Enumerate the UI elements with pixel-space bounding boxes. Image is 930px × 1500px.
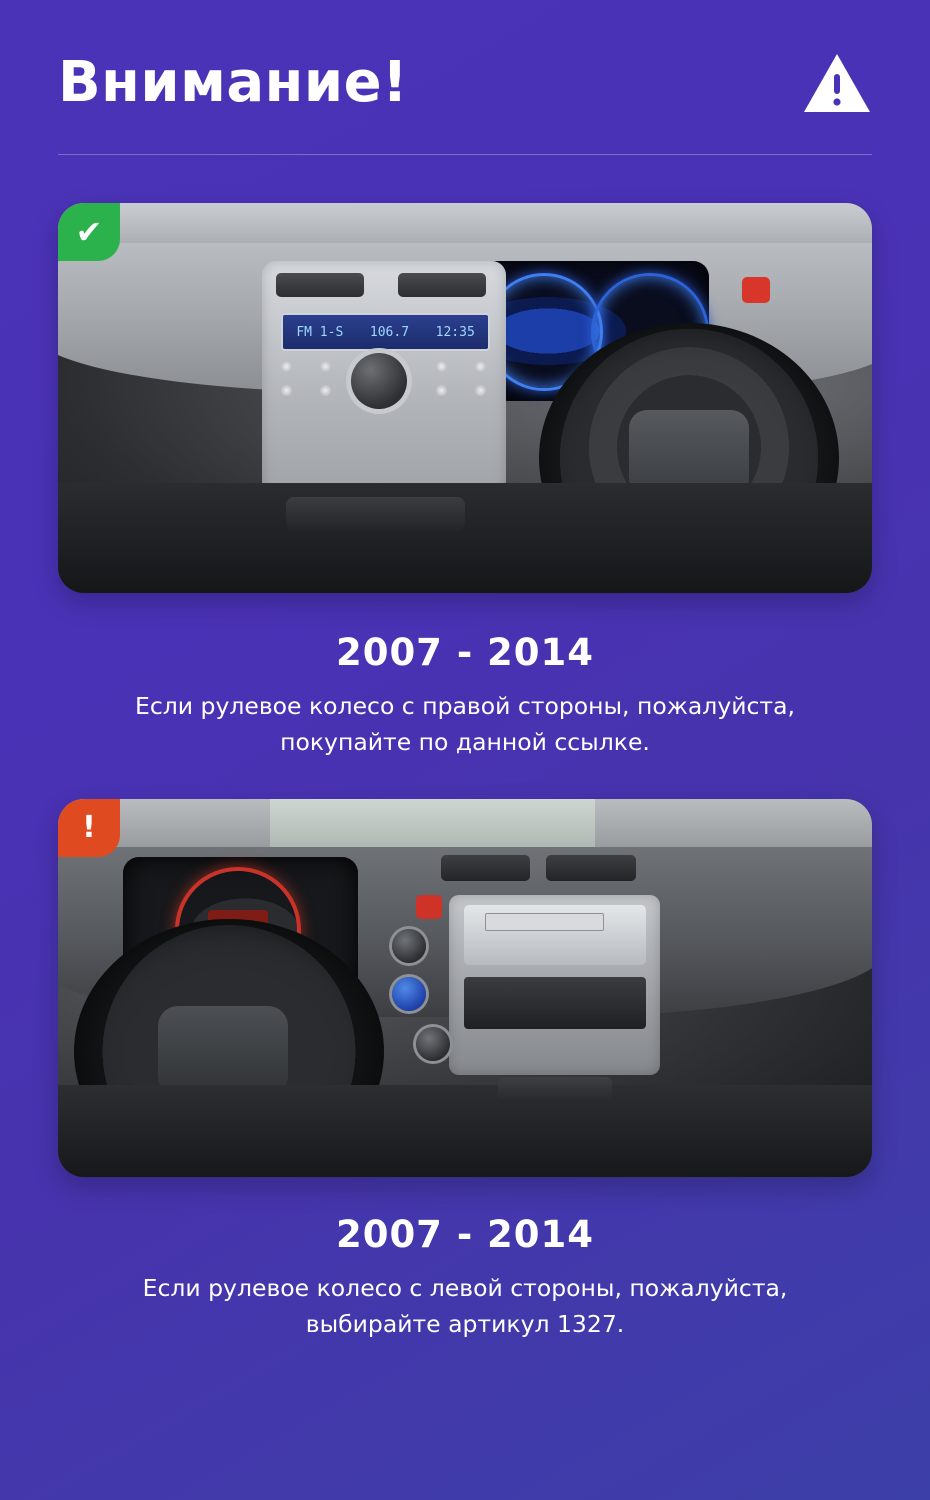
radio-band: FM 1-S [296,324,344,340]
radio-button [281,361,292,372]
radio-frequency: 106.7 [369,324,410,340]
radio-button [436,361,447,372]
air-vent-right [546,855,636,881]
climate-knob-3 [416,1027,450,1061]
exclamation-icon: ! [82,809,96,845]
radio-volume-knob [351,353,407,409]
hazard-light-button [742,277,770,303]
steering-hub [158,1006,288,1096]
storage-slot [464,977,646,1029]
radio-display [485,913,603,931]
lower-dash [58,483,872,593]
radio-button [281,385,292,396]
status-badge-warning [58,799,120,857]
check-icon: ✔ [75,213,103,251]
factory-radio [464,905,646,965]
lhd-caption [58,1213,872,1343]
radio-button [436,385,447,396]
page-title: Внимание! [58,50,409,115]
air-vent-right [398,273,486,297]
page-header [58,0,872,114]
lhd-years: 2007 - 2014 [335,1212,595,1256]
rhd-image-card [58,203,872,593]
radio-button [320,361,331,372]
air-vent-left [276,273,364,297]
air-vent-left [441,855,531,881]
ac-button-panel [498,1077,612,1103]
lhd-dashboard-photo [58,799,872,1177]
lhd-image-card [58,799,872,1177]
rhd-description: Если рулевое колесо с правой стороны, пожалуйста, покупайте по данной ссылке. [135,692,795,757]
status-badge-ok [58,203,120,261]
header-divider [58,154,872,155]
climate-knob-2 [392,977,426,1011]
lhd-description: Если рулевое колесо с левой стороны, пожалуйста, выбирайте артикул 1327. [142,1273,788,1339]
rhd-dashboard-photo [58,203,872,593]
climate-knob-1 [392,929,426,963]
radio-button [320,385,331,396]
radio-display [281,313,490,351]
radio-button [475,361,486,372]
lower-dash [58,1085,872,1177]
rhd-years: 2007 - 2014 [335,631,595,674]
hazard-light-button [416,895,442,919]
warning-triangle-icon [802,52,872,114]
radio-clock: 12:35 [435,324,475,340]
radio-button [475,385,486,396]
rhd-caption [58,631,872,761]
center-stack [449,895,661,1075]
center-console-buttons [286,497,465,531]
